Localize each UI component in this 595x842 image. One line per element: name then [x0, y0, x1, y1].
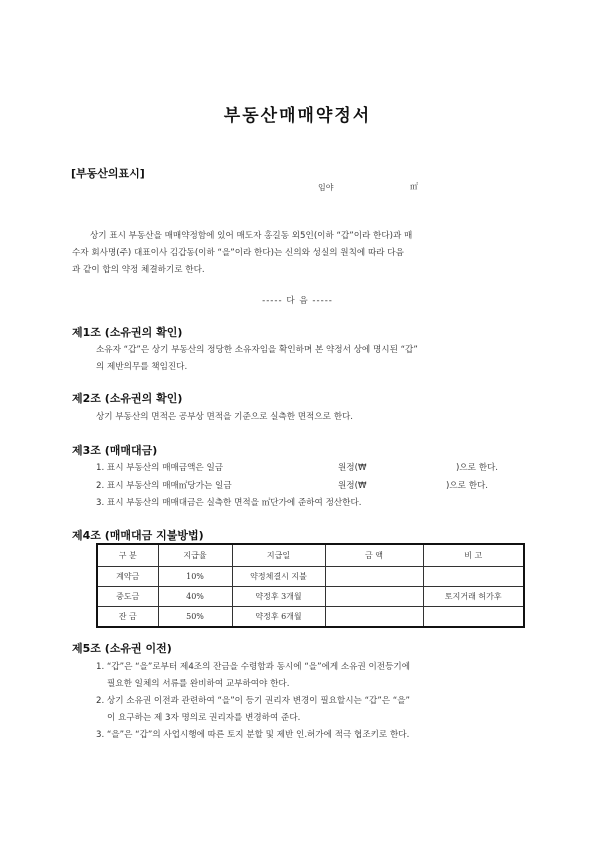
cell-amount	[325, 567, 423, 587]
table-row	[97, 587, 524, 607]
cell-remarks: 토지거래 허가후	[423, 587, 524, 607]
article-3-item-1-currency: 원정(₩	[338, 463, 367, 473]
article-3-item-2-currency: 원정(₩	[338, 481, 367, 491]
cell-rate: 40%	[158, 587, 232, 607]
article-3-item-3: 3. 표시 부동산의 매매대금은 실측한 면적을 ㎡단가에 준하여 정산한다.	[96, 498, 362, 508]
article-2-heading: 제2조 (소유권의 확인)	[72, 392, 183, 405]
article-3-heading: 제3조 (매매대금)	[72, 444, 158, 457]
cell-category: 계약금	[97, 567, 158, 587]
separator: ----- 다 음 -----	[262, 296, 333, 306]
article-3-item-2-end: )으로 한다.	[446, 481, 489, 491]
article-2-line-1: 상기 부동산의 면적은 공부상 면적을 기준으로 실측한 면적으로 한다.	[96, 412, 354, 422]
payment-table	[96, 543, 525, 628]
article-5-item-1-line-2: 필요한 일체의 서류를 완비하여 교부하여야 한다.	[107, 679, 290, 689]
article-1-heading: 제1조 (소유권의 확인)	[72, 326, 183, 339]
land-category: 임야	[318, 183, 334, 192]
column-header-remarks: 비 고	[423, 544, 524, 567]
article-5-heading: 제5조 (소유권 이전)	[72, 642, 172, 655]
area-unit: ㎡	[410, 182, 418, 191]
intro-line-2: 수자 회사명(주) 대표이사 김갑동(이하 “을”이라 한다)는 신의와 성실의 원칙에 따라 다음	[72, 248, 404, 258]
cell-amount	[325, 607, 423, 628]
cell-category: 잔 금	[97, 607, 158, 628]
article-5-item-3: 3. “을”은 “갑”의 사업시행에 따른 토지 분할 및 제반 인.허가에 적극 협조키로 한다.	[96, 730, 410, 740]
cell-category: 중도금	[97, 587, 158, 607]
article-1-line-2: 의 제반의무를 책임진다.	[96, 362, 188, 372]
document-title: 부동산매매약정서	[223, 106, 372, 126]
article-5-item-2-line-2: 이 요구하는 제 3자 명의로 권리자를 변경하여 준다.	[107, 713, 301, 723]
article-3-item-1-text: 1. 표시 부동산의 매매금액은 일금	[96, 463, 224, 473]
cell-rate: 50%	[158, 607, 232, 628]
article-4-heading: 제4조 (매매대금 지불방법)	[72, 529, 204, 542]
property-heading: [부동산의표시]	[71, 167, 145, 180]
cell-amount	[325, 587, 423, 607]
table-row	[97, 567, 524, 587]
article-1-line-1: 소유자 “갑”은 상기 부동산의 정당한 소유자임을 확인하며 본 약정서 상에 명시된 “갑”	[96, 345, 418, 355]
table-row	[97, 607, 524, 628]
column-header-rate: 지급율	[158, 544, 232, 567]
article-5-item-2-line-1: 2. 상기 소유권 이전과 관련하여 “을”이 등기 권리자 변경이 필요할시는 “갑”은 “을”	[96, 696, 411, 706]
intro-line-1: 상기 표시 부동산을 매매약정함에 있어 매도자 홍길동 외5인(이하 “갑”이라 한다)과 매	[90, 231, 413, 241]
cell-date: 약정후 6개월	[232, 607, 325, 628]
cell-date: 약정체결시 지불	[232, 567, 325, 587]
cell-remarks	[423, 607, 524, 628]
cell-date: 약정후 3개월	[232, 587, 325, 607]
column-header-amount: 금 액	[325, 544, 423, 567]
cell-remarks	[423, 567, 524, 587]
article-3-item-2-text: 2. 표시 부동산의 매매㎡당가는 일금	[96, 481, 232, 491]
article-5-item-1-line-1: 1. “갑”은 “을”로부터 제4조의 잔금을 수령함과 동시에 “을”에게 소유권 이전등기에	[96, 662, 411, 672]
payment-table-header	[97, 544, 524, 567]
column-header-category: 구 분	[97, 544, 158, 567]
column-header-date: 지급일	[232, 544, 325, 567]
article-3-item-1-end: )으로 한다.	[456, 463, 499, 473]
intro-line-3: 과 같이 합의 약정 체결하기로 한다.	[72, 265, 205, 275]
cell-rate: 10%	[158, 567, 232, 587]
